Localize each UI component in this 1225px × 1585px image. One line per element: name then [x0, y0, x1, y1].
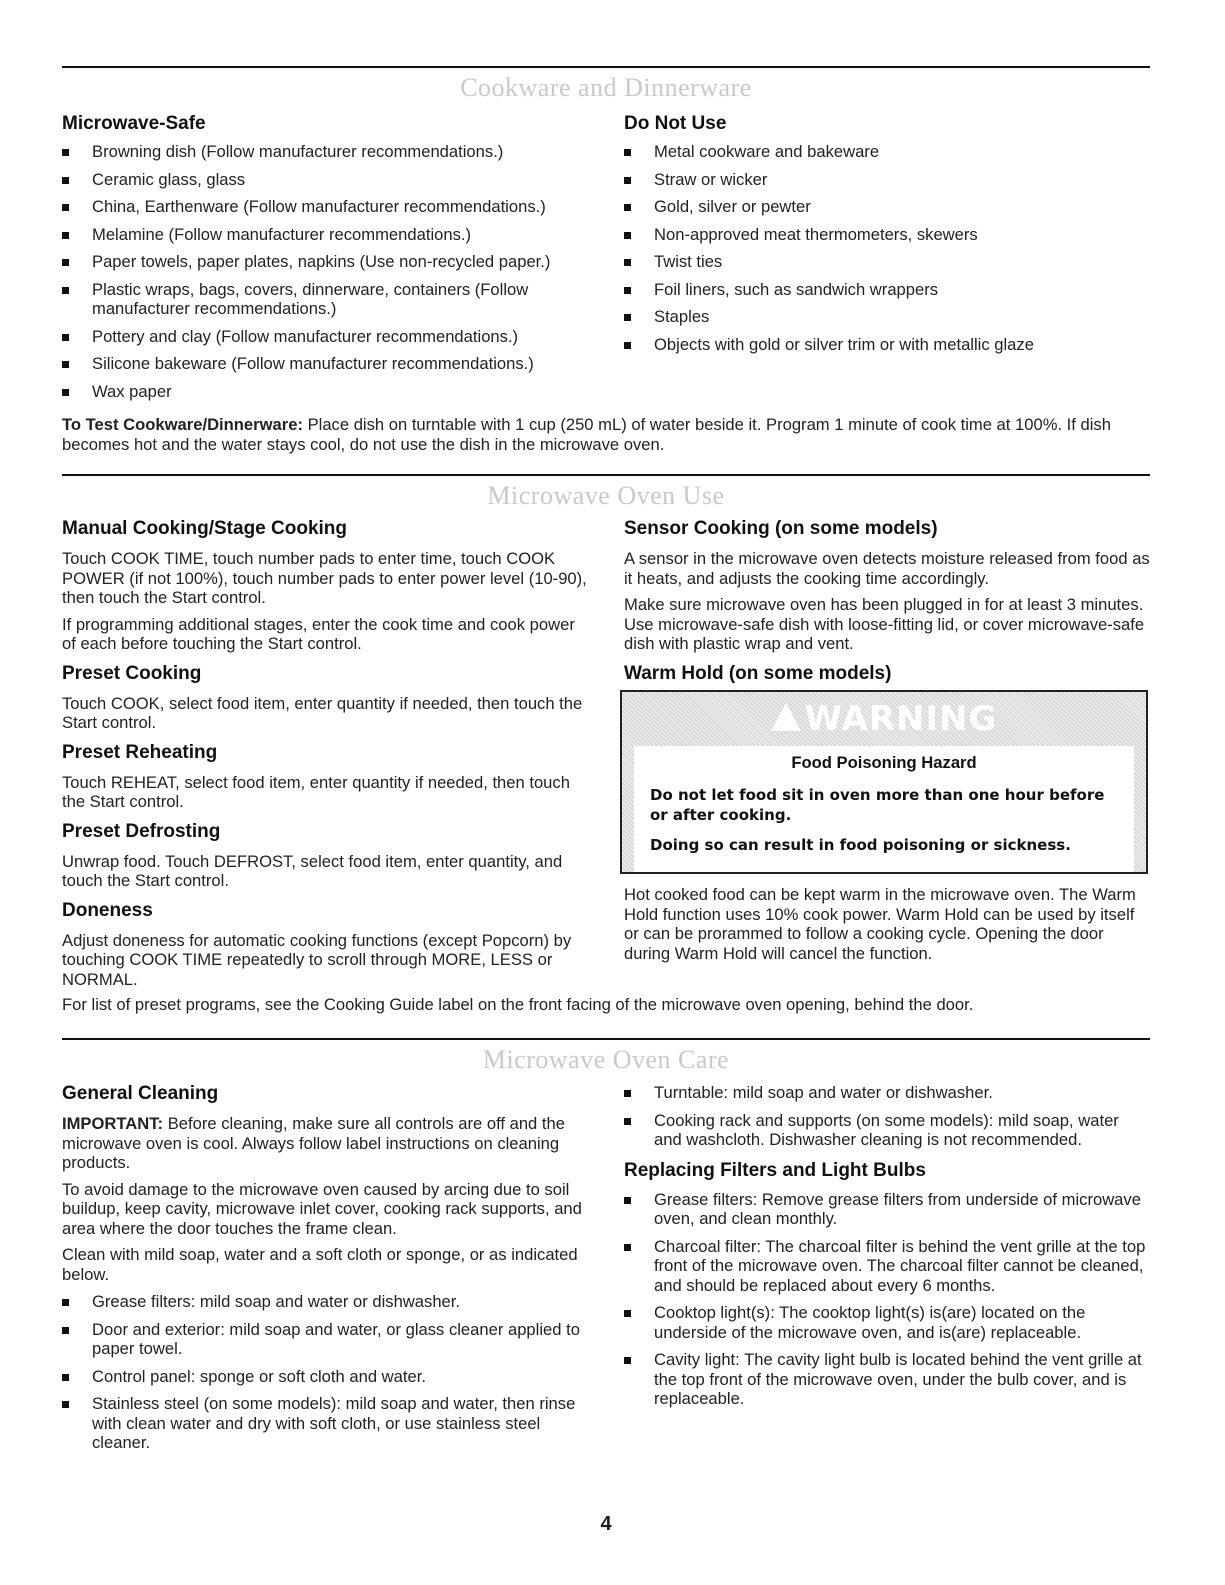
list-item: Gold, silver or pewter — [624, 197, 1150, 217]
preset-defrosting-p: Unwrap food. Touch DEFROST, select food item, enter quantity, and touch the Start control. — [62, 851, 563, 890]
warning-triangle-icon — [771, 703, 801, 731]
list-item: Wax paper — [62, 382, 602, 402]
section-divider — [62, 66, 1150, 68]
manual-page — [62, 0, 1150, 1585]
oven-use-left-column — [62, 518, 592, 989]
preset-cooking-heading: Preset Cooking — [62, 662, 202, 684]
list-item: Staples — [624, 307, 1150, 327]
section-title-oven-use: Microwave Oven Use — [487, 481, 725, 510]
important-label: IMPORTANT: — [62, 1114, 164, 1133]
warm-hold-p: Hot cooked food can be kept warm in the microwave oven. The Warm Hold function uses 10% cook power. Warm Hold can be used by itself or can be prorammed to follow a cooking cycle. Opening the door during Warm Hold will cancel the function. — [624, 885, 1136, 963]
list-item: Non-approved meat thermometers, skewers — [624, 225, 1150, 245]
list-item: Cavity light: The cavity light bulb is located behind the vent grille at the top front of the microwave oven, under the bulb cover, and is replaceable. — [624, 1350, 1150, 1409]
important-paragraph — [62, 1114, 590, 1173]
microwave-safe-column — [62, 113, 602, 401]
page-number: 4 — [600, 1513, 612, 1535]
warning-header-text: WARNING — [804, 699, 998, 739]
list-item: China, Earthenware (Follow manufacturer recommendations.) — [62, 197, 602, 217]
do-not-use-column — [624, 113, 1150, 354]
replacing-heading: Replacing Filters and Light Bulbs — [624, 1159, 926, 1181]
do-not-use-heading: Do Not Use — [624, 113, 727, 134]
general-cleaning-heading: General Cleaning — [62, 1083, 219, 1104]
cleaning-list-left — [62, 1292, 590, 1453]
manual-cooking-heading: Manual Cooking/Stage Cooking — [62, 518, 348, 539]
warning-title: Food Poisoning Hazard — [791, 753, 977, 772]
list-item: Pottery and clay (Follow manufacturer recommendations.) — [62, 327, 602, 347]
list-item: Browning dish (Follow manufacturer recommendations.) — [62, 142, 602, 162]
oven-use-right-column — [624, 518, 1150, 685]
replacing-list — [624, 1190, 1150, 1409]
list-item: Door and exterior: mild soap and water, or glass cleaner applied to paper towel. — [62, 1320, 590, 1359]
list-item: Charcoal filter: The charcoal filter is behind the vent grille at the top front of the microwave oven. The charcoal filter cannot be cleaned, and should be replaced about every 6 months. — [624, 1237, 1150, 1296]
manual-cooking-p1: Touch COOK TIME, touch number pads to enter time, touch COOK POWER (if not 100%), touch number pads to enter power level (10-90), then touch the Start control. — [62, 549, 587, 607]
section-title-oven-care: Microwave Oven Care — [482, 1045, 730, 1074]
list-item: Straw or wicker — [624, 170, 1150, 190]
list-item: Silicone bakeware (Follow manufacturer recommendations.) — [62, 354, 602, 374]
test-cookware-text: Place dish on turntable with 1 cup (250 mL) of water beside it. Program 1 minute of cook time at 100%. If dish becomes hot and the water stays cool, do not use the dish in the microwave oven. — [62, 415, 1111, 454]
warning-line-2: Doing so can result in food poisoning or sickness. — [650, 836, 1071, 854]
warm-hold-heading: Warm Hold (on some models) — [624, 662, 892, 684]
oven-care-right-column — [624, 1083, 1150, 1409]
doneness-heading: Doneness — [62, 899, 153, 921]
list-item: Foil liners, such as sandwich wrappers — [624, 280, 1150, 300]
list-item: Cooktop light(s): The cooktop light(s) is(are) located on the underside of the microwave oven, and is(are) replaceable. — [624, 1303, 1150, 1342]
warning-header — [622, 692, 1146, 746]
warning-box — [620, 690, 1148, 874]
sensor-cooking-p1: A sensor in the microwave oven detects moisture released from food as it heats, and adjusts the cooking time accordingly. — [624, 549, 1150, 588]
doneness-p: Adjust doneness for automatic cooking functions (except Popcorn) by touching COOK TIME repeatedly to scroll through MORE, LESS or NORMAL. — [62, 930, 572, 989]
list-item: Melamine (Follow manufacturer recommendations.) — [62, 225, 602, 245]
section-divider — [62, 1038, 1150, 1040]
section-divider — [62, 474, 1150, 476]
preset-cooking-p: Touch COOK, select food item, enter quantity if needed, then touch the Start control. — [62, 693, 583, 732]
important-text: Before cleaning, make sure all controls are off and the microwave oven is cool. Always follow label instructions on cleaning products. — [62, 1114, 565, 1172]
sensor-cooking-p2: Make sure microwave oven has been plugged in for at least 3 minutes. Use microwave-safe dish with loose-fitting lid, or cover microwave-safe dish with plastic wrap and vent. — [624, 595, 1145, 653]
microwave-safe-list — [62, 142, 602, 401]
preset-reheating-p: Touch REHEAT, select food item, enter quantity if needed, then touch the Start control. — [62, 772, 570, 811]
list-item: Metal cookware and bakeware — [624, 142, 1150, 162]
list-item: Grease filters: Remove grease filters from underside of microwave oven, and clean monthly. — [624, 1190, 1150, 1229]
microwave-safe-heading: Microwave-Safe — [62, 113, 206, 134]
mild-soap-paragraph: Clean with mild soap, water and a soft cloth or sponge, or as indicated below. — [62, 1245, 578, 1284]
list-item: Control panel: sponge or soft cloth and water. — [62, 1367, 590, 1387]
sensor-cooking-heading: Sensor Cooking (on some models) — [624, 518, 938, 539]
warning-body — [634, 746, 1134, 872]
list-item: Ceramic glass, glass — [62, 170, 602, 190]
list-item: Paper towels, paper plates, napkins (Use non-recycled paper.) — [62, 252, 602, 272]
do-not-use-list — [624, 142, 1150, 354]
list-item: Objects with gold or silver trim or with metallic glaze — [624, 335, 1150, 355]
list-item: Stainless steel (on some models): mild soap and water, then rinse with clean water and dry with soft cloth, or use stainless steel cleaner. — [62, 1394, 590, 1453]
list-item: Grease filters: mild soap and water or dishwasher. — [62, 1292, 590, 1312]
preset-reheating-heading: Preset Reheating — [62, 741, 218, 763]
section-title-cookware: Cookware and Dinnerware — [460, 73, 752, 102]
preset-programs-note: For list of preset programs, see the Cooking Guide label on the front facing of the microwave oven opening, behind the door. — [62, 995, 974, 1014]
arcing-paragraph: To avoid damage to the microwave oven caused by arcing due to soil buildup, keep cavity, microwave inlet cover, cooking rack supports, and area where the door touches the frame clean. — [62, 1179, 582, 1238]
preset-defrosting-heading: Preset Defrosting — [62, 820, 221, 842]
list-item: Plastic wraps, bags, covers, dinnerware, containers (Follow manufacturer recommendations.) — [62, 280, 602, 319]
cleaning-list-right — [624, 1083, 1150, 1150]
test-cookware-label: To Test Cookware/Dinnerware: — [62, 415, 303, 434]
list-item: Twist ties — [624, 252, 1150, 272]
list-item: Turntable: mild soap and water or dishwasher. — [624, 1083, 1150, 1103]
list-item: Cooking rack and supports (on some models): mild soap, water and washcloth. Dishwasher cleaning is not recommended. — [624, 1111, 1150, 1150]
oven-care-left-column — [62, 1083, 590, 1453]
warning-line-1: Do not let food sit in oven more than one hour before or after cooking. — [650, 786, 1105, 824]
test-cookware-paragraph — [62, 415, 1150, 454]
manual-cooking-p2: If programming additional stages, enter the cook time and cook power of each before touching the Start control. — [62, 614, 575, 653]
